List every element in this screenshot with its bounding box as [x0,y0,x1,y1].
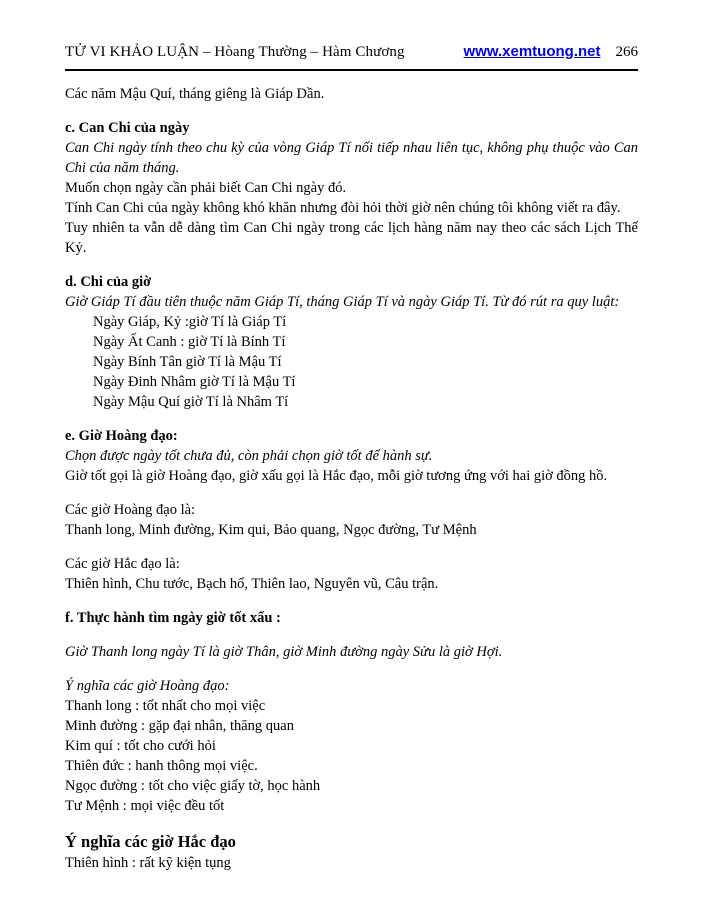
section-heading: Ý nghĩa các giờ Hắc đạo [65,832,236,851]
text-line: Giờ Thanh long ngày Tí là giờ Thân, giờ Minh đường ngày Sửu là giờ Hợi. [65,644,503,660]
document-content [65,84,638,873]
text-line: Minh đường : gặp đại nhân, thăng quan [65,718,294,734]
text-line: Thanh long, Minh đường, Kim qui, Bảo quang, Ngọc đường, Tư Mệnh [65,522,477,538]
section-heading: f. Thực hành tìm ngày giờ tốt xấu : [65,610,281,626]
website-link[interactable]: www.xemtuong.net [463,43,601,60]
text-line: Ý nghĩa các giờ Hoàng đạo: [65,678,230,694]
blank-line [65,486,638,500]
section-heading: e. Giờ Hoàng đạo: [65,428,178,444]
text-line: Các năm Mậu Quí, tháng giêng là Giáp Dần. [65,86,325,102]
text-line: Thiên hình : rất kỹ kiện tụng [65,855,231,871]
blank-line [65,662,638,676]
section-heading: c. Can Chi của ngày [65,120,190,136]
text-line: Can Chi ngày tính theo chu kỳ của vòng Giáp Tí nối tiếp nhau liên tục, không phụ thuộc vào Can Chi của năm tháng. [65,140,638,176]
text-line: Ngày Ất Canh : giờ Tí là Bính Tí [93,334,286,350]
header-right-group [464,42,638,62]
text-line: Muốn chọn ngày cần phải biết Can Chi ngày đó. [65,180,347,196]
blank-line [65,104,638,118]
text-line: Thiên đức : hanh thông mọi việc. [65,758,258,774]
text-line: Ngày Đinh Nhâm giờ Tí là Mậu Tí [93,374,296,390]
text-line: Tuy nhiên ta vẫn dễ dàng tìm Can Chi ngày trong các lịch hàng năm nay theo các sách Lịch Thế Kỷ. [65,220,638,256]
text-line: Tư Mệnh : mọi việc đều tốt [65,798,225,814]
text-line: Các giờ Hoàng đạo là: [65,502,196,518]
header-divider [65,69,638,71]
blank-line [65,258,638,272]
text-line: Giờ Giáp Tí đầu tiên thuộc năm Giáp Tí, tháng Giáp Tí và ngày Giáp Tí. Từ đó rút ra quy luật: [65,294,620,310]
text-line: Giờ tốt gọi là giờ Hoàng đạo, giờ xấu gọi là Hắc đạo, mỗi giờ tương ứng với hai giờ đồng hồ. [65,468,608,484]
text-line: Kim quí : tốt cho cưới hỏi [65,738,216,754]
page-header [65,42,638,62]
text-line: Ngày Mậu Quí giờ Tí là Nhâm Tí [93,394,289,410]
blank-line [65,628,638,642]
text-line: Thiên hình, Chu tước, Bạch hổ, Thiên lao, Nguyên vũ, Câu trận. [65,576,439,592]
text-line: Chọn được ngày tốt chưa đủ, còn phải chọn giờ tốt để hành sự. [65,448,433,464]
text-line: Ngày Giáp, Kỷ :giờ Tí là Giáp Tí [93,314,287,330]
page-number: 266 [615,44,638,60]
blank-line [65,412,638,426]
text-line: Ngày Bính Tân giờ Tí là Mậu Tí [93,354,282,370]
blank-line [65,540,638,554]
text-line: Tính Can Chi của ngày không khó khăn nhưng đòi hỏi thời giờ nên chúng tôi không viết ra đây. [65,200,621,216]
blank-line [65,594,638,608]
text-line: Thanh long : tốt nhất cho mọi việc [65,698,266,714]
text-line: Các giờ Hắc đạo là: [65,556,180,572]
blank-line [65,816,638,830]
text-line: Ngọc đường : tốt cho việc giấy tờ, học hành [65,778,321,794]
section-heading: d. Chi của giờ [65,274,152,290]
book-title: TỬ VI KHẢO LUẬN – Hòang Thường – Hàm Chương [65,44,405,60]
